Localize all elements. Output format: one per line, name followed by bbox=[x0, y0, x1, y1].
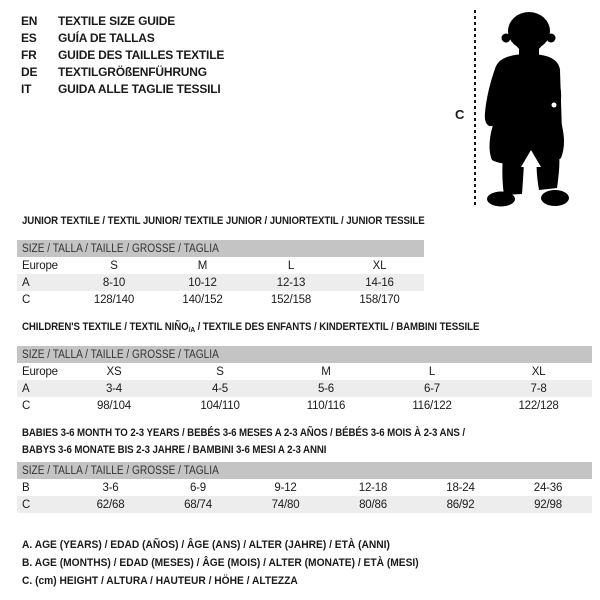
table-cell: 92/98 bbox=[504, 496, 592, 513]
children-size-table bbox=[17, 346, 592, 414]
table-cell: 3-6 bbox=[102, 481, 119, 494]
language-code: ES bbox=[21, 31, 37, 45]
table-cell: 128/140 bbox=[93, 293, 135, 306]
language-row-en bbox=[21, 13, 224, 30]
footnote-b: B. AGE (MONTHS) / EDAD (MESES) / ÂGE (MOIS) / ALTER (MONATE) / ETÀ (MESI) bbox=[22, 557, 419, 569]
table-row-height bbox=[17, 291, 424, 308]
row-label: A bbox=[17, 274, 70, 291]
height-dashed-line bbox=[474, 10, 476, 208]
language-code: FR bbox=[21, 48, 37, 62]
table-cell: S bbox=[216, 365, 224, 378]
language-row-fr bbox=[21, 47, 224, 64]
table-cell: 10-12 bbox=[158, 274, 247, 291]
language-code: IT bbox=[21, 82, 32, 96]
language-code: DE bbox=[21, 65, 38, 79]
table-row-height bbox=[17, 496, 592, 513]
row-label: C bbox=[17, 496, 67, 513]
row-label: C bbox=[22, 399, 31, 412]
language-title: GUIDA ALLE TAGLIE TESSILI bbox=[58, 82, 221, 96]
language-code: EN bbox=[21, 14, 38, 28]
language-title: GUÍA DE TALLAS bbox=[58, 31, 155, 45]
table-row-height bbox=[17, 397, 592, 414]
table-header-row bbox=[17, 462, 592, 479]
row-label: B bbox=[22, 481, 30, 494]
table-row-europe bbox=[17, 257, 424, 274]
table-cell: 104/110 bbox=[200, 399, 240, 412]
row-label: Europe bbox=[22, 259, 58, 272]
table-cell: 12-13 bbox=[247, 274, 335, 291]
row-label: Europe bbox=[22, 365, 58, 378]
language-row-es bbox=[21, 30, 224, 47]
table-row-age-months bbox=[17, 479, 592, 496]
table-cell: 14-16 bbox=[335, 274, 424, 291]
babies-size-table bbox=[17, 462, 592, 513]
table-cell: 74/80 bbox=[242, 496, 329, 513]
row-label: C bbox=[22, 293, 31, 306]
table-cell: XS bbox=[106, 365, 122, 378]
table-cell: 110/116 bbox=[306, 399, 346, 412]
table-cell: XL bbox=[531, 365, 546, 378]
table-cell: 9-12 bbox=[274, 481, 297, 494]
table-cell: 68/74 bbox=[154, 496, 242, 513]
language-header bbox=[21, 13, 224, 98]
table-cell: 7-8 bbox=[485, 380, 592, 397]
language-row-de bbox=[21, 64, 224, 81]
language-row-it bbox=[21, 81, 224, 98]
table-header-label: SIZE / TALLA / TAILLE / GRÖSSE / TAGLIA bbox=[22, 242, 219, 255]
table-cell: 116/122 bbox=[412, 399, 452, 412]
height-measure-label: C bbox=[455, 107, 465, 122]
table-cell: M bbox=[197, 259, 208, 272]
table-cell: 98/104 bbox=[97, 399, 131, 412]
section-title-junior: JUNIOR TEXTILE / TEXTIL JUNIOR/ TEXTILE JUNIOR / JUNIORTEXTIL / JUNIOR TESSILE bbox=[22, 215, 425, 227]
table-cell: 12-18 bbox=[358, 481, 388, 494]
language-title: TEXTILGRÖßENFÜHRUNG bbox=[58, 65, 207, 79]
table-cell: 140/152 bbox=[182, 293, 223, 306]
junior-size-table bbox=[17, 240, 424, 308]
table-row-age bbox=[17, 274, 424, 291]
table-cell: 86/92 bbox=[417, 496, 504, 513]
table-cell: 122/128 bbox=[518, 399, 559, 412]
table-cell: L bbox=[428, 365, 436, 378]
table-cell: 24-36 bbox=[533, 481, 563, 494]
section-title-babies: BABIES 3-6 MONTH TO 2-3 YEARS / BEBÉS 3-6 MESES A 2-3 AÑOS / BÉBÉS 3-6 MOIS À 2-3 ANS / BABYS 3-6 MONATE BIS 2-3 JAHRE / BAMBINI 3-6 MESI A 2-3 ANNI bbox=[22, 427, 465, 456]
table-cell: M bbox=[321, 365, 331, 378]
table-cell: S bbox=[110, 259, 118, 272]
table-header-row bbox=[17, 240, 424, 257]
table-cell: 62/68 bbox=[67, 496, 154, 513]
language-title: TEXTILE SIZE GUIDE bbox=[58, 14, 176, 28]
table-cell: 152/158 bbox=[270, 293, 312, 306]
footnote-a: A. AGE (YEARS) / EDAD (AÑOS) / ÂGE (ANS) / ALTER (JAHRE) / ETÀ (ANNI) bbox=[22, 539, 390, 551]
section-title-children: CHILDREN'S TEXTILE / TEXTIL $NIÑO_{/A}$ / TEXTILE DES ENFANTS / KINDERTEXTIL / BAMBINI TESSILE bbox=[22, 321, 480, 334]
row-label: A bbox=[17, 380, 61, 397]
language-title: GUIDE DES TAILLES TEXTILE bbox=[58, 48, 225, 62]
table-header-label: SIZE / TALLA / TAILLE / GRÖSSE / TAGLIA bbox=[22, 348, 219, 361]
toddler-silhouette-icon bbox=[481, 10, 569, 210]
footnotes bbox=[22, 536, 449, 590]
table-cell: 8-10 bbox=[70, 274, 158, 291]
table-row-age bbox=[17, 380, 592, 397]
footnote-c: C. (cm) HEIGHT / ALTURA / HAUTEUR / HÖHE / ALTEZZA bbox=[22, 575, 298, 587]
table-header-row bbox=[17, 346, 592, 363]
table-cell: 6-9 bbox=[189, 481, 207, 494]
table-cell: 3-4 bbox=[61, 380, 167, 397]
table-cell: L bbox=[287, 259, 295, 272]
table-cell: 18-24 bbox=[446, 481, 475, 494]
table-cell: 80/86 bbox=[329, 496, 417, 513]
table-cell: 158/170 bbox=[359, 293, 400, 306]
table-row-europe bbox=[17, 363, 592, 380]
table-cell: XL bbox=[372, 259, 387, 272]
table-cell: 6-7 bbox=[379, 380, 485, 397]
table-cell: 5-6 bbox=[273, 380, 379, 397]
table-cell: 4-5 bbox=[167, 380, 273, 397]
table-header-label: SIZE / TALLA / TAILLE / GRÖSSE / TAGLIA bbox=[22, 464, 219, 477]
